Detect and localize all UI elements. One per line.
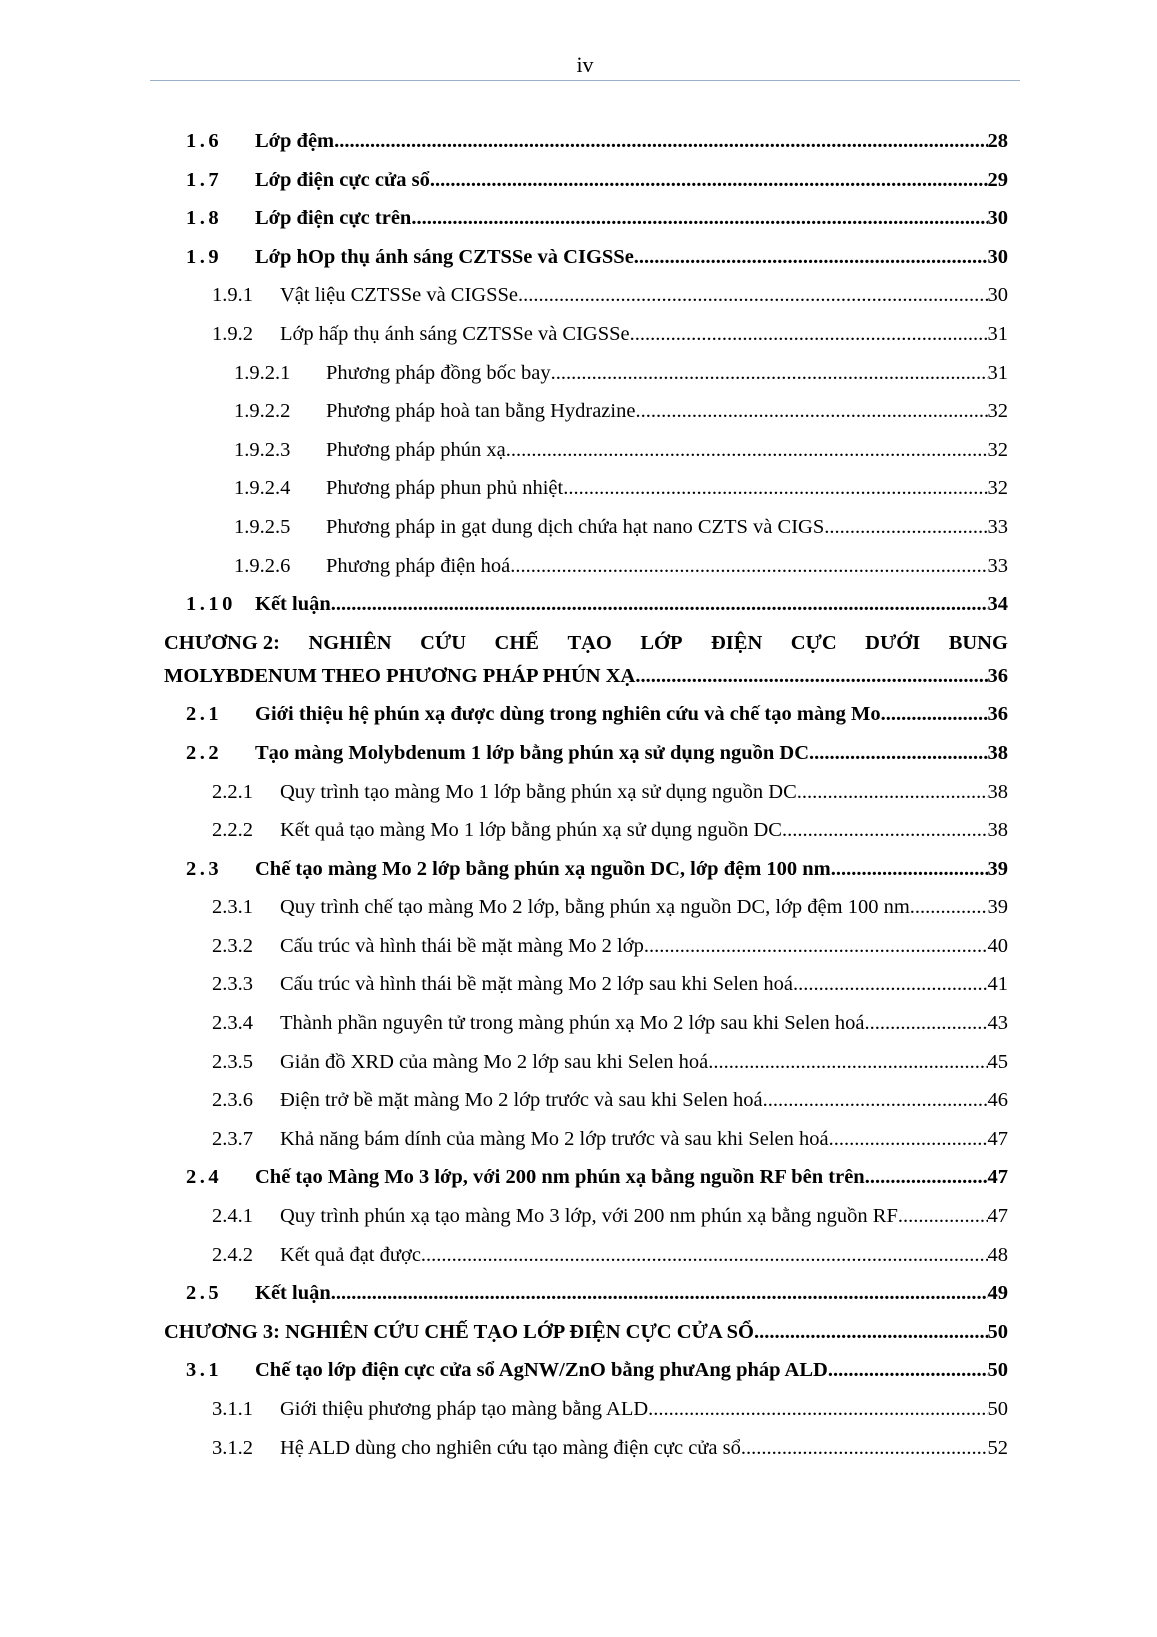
toc-entry-number: 2.3.1 xyxy=(212,896,253,919)
toc-entry-number: 1.8 xyxy=(186,207,223,230)
toc-entry-page: 30 xyxy=(987,284,1008,307)
chapter-2-word: TẠO xyxy=(567,631,612,654)
toc-entry-2-3-2[interactable] xyxy=(164,935,1008,974)
toc-entry-number: 3.1.2 xyxy=(212,1436,253,1459)
toc-entry-page: 33 xyxy=(987,554,1008,577)
toc-entry-1-9-1[interactable] xyxy=(164,284,1008,323)
toc-entry-number: 2.3.3 xyxy=(212,973,253,996)
chapter-2-word: LỚP xyxy=(640,631,683,654)
toc-entry-title: Quy trình tạo màng Mo 1 lớp bằng phún xạ sử dụng nguồn DC xyxy=(280,780,797,803)
toc-entry-number: 1.9 xyxy=(186,245,223,268)
toc-entry-1-9-2-3[interactable] xyxy=(164,439,1008,478)
toc-entry-title: Phương pháp đồng bốc bay xyxy=(326,361,551,384)
toc-entry-page: 45 xyxy=(987,1050,1008,1073)
dot-leader xyxy=(506,439,988,462)
toc-entry-1-6[interactable] xyxy=(164,130,1008,169)
toc-entry-title: Giới thiệu hệ phún xạ được dùng trong nghiên cứu và chế tạo màng Mo xyxy=(255,703,881,726)
toc-chapter-3[interactable] xyxy=(164,1321,1008,1360)
toc-entry-page: 36 xyxy=(987,703,1008,726)
toc-entry-page: 36 xyxy=(987,664,1008,687)
dot-leader xyxy=(782,819,988,842)
toc-entry-1-7[interactable] xyxy=(164,169,1008,208)
toc-entry-title: Kết luận xyxy=(255,593,331,616)
dot-leader xyxy=(635,400,987,423)
toc-entry-page: 50 xyxy=(987,1398,1008,1420)
page-number: iv xyxy=(576,52,594,77)
toc-entry-page: 33 xyxy=(987,515,1008,538)
toc-entry-number: 2.3.7 xyxy=(212,1127,253,1150)
dot-leader xyxy=(898,1205,988,1228)
dot-leader xyxy=(824,516,987,539)
toc-entry-2-3-5[interactable] xyxy=(164,1051,1008,1090)
toc-entry-number: 3.1 xyxy=(186,1359,223,1382)
toc-entry-page: 34 xyxy=(987,593,1008,616)
toc-entry-number: 2.3.4 xyxy=(212,1012,253,1035)
toc-entry-page: 40 xyxy=(987,934,1008,957)
toc-entry-title: Giới thiệu phương pháp tạo màng bằng ALD xyxy=(280,1398,649,1420)
dot-leader xyxy=(644,935,988,958)
toc-entry-1-9-2-2[interactable] xyxy=(164,400,1008,439)
toc-entry-page: 47 xyxy=(987,1205,1008,1228)
toc-entry-1-9[interactable] xyxy=(164,246,1008,285)
toc-entry-number: 1.10 xyxy=(186,593,236,616)
table-of-contents xyxy=(164,130,1008,1475)
toc-entry-number: 1.9.2.6 xyxy=(234,554,291,577)
toc-entry-page: 38 xyxy=(987,741,1008,764)
dot-leader xyxy=(563,477,987,500)
toc-entry-2-2[interactable] xyxy=(164,742,1008,781)
toc-entry-1-9-2-1[interactable] xyxy=(164,362,1008,401)
chapter-2-word: CỨU xyxy=(420,631,467,654)
toc-entry-number: 2.3.5 xyxy=(212,1050,253,1073)
toc-entry-2-4-2[interactable] xyxy=(164,1244,1008,1283)
toc-entry-number: 2.2.1 xyxy=(212,780,253,803)
toc-entry-page: 38 xyxy=(987,780,1008,803)
toc-entry-number: 1.6 xyxy=(186,130,223,152)
toc-entry-title: Chế tạo màng Mo 2 lớp bằng phún xạ nguồn DC, lớp đệm 100 nm xyxy=(255,857,831,880)
toc-entry-number: 1.9.2.4 xyxy=(234,477,291,500)
toc-entry-2-3-7[interactable] xyxy=(164,1128,1008,1167)
dot-leader xyxy=(910,896,988,919)
toc-entry-title: Quy trình chế tạo màng Mo 2 lớp, bằng phún xạ nguồn DC, lớp đệm 100 nm xyxy=(280,896,910,919)
toc-entry-number: 2.4 xyxy=(186,1166,223,1189)
toc-entry-1-9-2-6[interactable] xyxy=(164,555,1008,594)
dot-leader xyxy=(763,1089,988,1112)
toc-entry-page: 32 xyxy=(987,477,1008,500)
toc-entry-number: 3.1.1 xyxy=(212,1398,253,1420)
toc-entry-page: 30 xyxy=(987,207,1008,230)
chapter-2-word: DƯỚI xyxy=(865,631,921,654)
toc-entry-title: Cấu trúc và hình thái bề mặt màng Mo 2 lớp sau khi Selen hoá xyxy=(280,973,793,996)
toc-entry-page: 32 xyxy=(987,438,1008,461)
toc-entry-title: Cấu trúc và hình thái bề mặt màng Mo 2 lớp xyxy=(280,934,644,957)
dot-leader xyxy=(630,323,988,346)
toc-entry-page: 47 xyxy=(987,1127,1008,1150)
dot-leader xyxy=(828,1359,988,1382)
dot-leader xyxy=(510,555,987,578)
toc-entry-title: Khả năng bám dính của màng Mo 2 lớp trước và sau khi Selen hoá xyxy=(280,1127,829,1150)
toc-entry-title: Lớp điện cực cửa sổ xyxy=(255,168,430,191)
toc-entry-title: Lớp hОp thụ ánh sáng CZTSSe và CIGSSe xyxy=(255,245,634,268)
toc-entry-page: 30 xyxy=(987,245,1008,268)
chapter-2-word: ĐIỆN xyxy=(711,631,763,654)
toc-entry-page: 47 xyxy=(987,1166,1008,1189)
toc-entry-2-3[interactable] xyxy=(164,858,1008,897)
toc-entry-2-5[interactable] xyxy=(164,1282,1008,1321)
toc-entry-2-4-1[interactable] xyxy=(164,1205,1008,1244)
toc-entry-page: 46 xyxy=(987,1089,1008,1112)
toc-entry-title: Kết luận xyxy=(255,1282,331,1305)
toc-entry-2-3-6[interactable] xyxy=(164,1089,1008,1128)
toc-entry-2-4[interactable] xyxy=(164,1166,1008,1205)
header-rule xyxy=(150,80,1020,81)
toc-entry-title: Lớp điện cực trên xyxy=(255,207,412,230)
dot-leader xyxy=(411,207,987,230)
toc-entry-page: 52 xyxy=(987,1436,1008,1459)
chapter-2-word: CHƯƠNG 2: xyxy=(164,631,280,654)
toc-entry-number: 2.2 xyxy=(186,741,223,764)
toc-entry-title: Thành phần nguyên tử trong màng phún xạ Mo 2 lớp sau khi Selen hoá xyxy=(280,1012,865,1035)
toc-entry-3-1-2[interactable] xyxy=(164,1437,1008,1476)
toc-entry-title: Phương pháp phun phủ nhiệt xyxy=(326,477,564,500)
toc-entry-number: 2.4.1 xyxy=(212,1205,253,1228)
toc-entry-page: 48 xyxy=(987,1243,1008,1266)
toc-entry-title: Giản đồ XRD của màng Mo 2 lớp sau khi Selen hoá xyxy=(280,1050,709,1073)
chapter-2-title-continued: MOLYBDENUM THEO PHƯƠNG PHÁP PHÚN XẠ xyxy=(164,664,636,687)
page-header xyxy=(150,0,1020,80)
toc-entry-number: 2.1 xyxy=(186,703,223,726)
toc-entry-title: Phương pháp điện hoá xyxy=(326,554,511,577)
toc-entry-title: Hệ ALD dùng cho nghiên cứu tạo màng điện cực cửa sổ xyxy=(280,1436,741,1459)
toc-chapter-2[interactable] xyxy=(164,632,1008,704)
chapter-2-word: BUNG xyxy=(948,631,1008,654)
toc-entry-number: 1.9.2 xyxy=(212,322,253,345)
toc-entry-title: Phương pháp hoà tan bằng Hydrazine xyxy=(326,400,636,423)
chapter-2-line-2 xyxy=(164,665,1008,704)
toc-entry-title: Vật liệu CZTSSe và CIGSSe xyxy=(280,284,519,307)
dot-leader xyxy=(797,781,988,804)
toc-entry-page: 39 xyxy=(987,896,1008,919)
chapter-2-word: NGHIÊN xyxy=(308,631,392,654)
toc-entry-title: Chế tạo Màng Mo 3 lớp, với 200 nm phún xạ bằng nguồn RF bên trên xyxy=(255,1166,865,1189)
toc-entry-page: 28 xyxy=(987,130,1008,152)
toc-entry-1-9-2[interactable] xyxy=(164,323,1008,362)
toc-entry-number: 2.3 xyxy=(186,857,223,880)
dot-leader xyxy=(334,130,987,153)
toc-entry-2-3-4[interactable] xyxy=(164,1012,1008,1051)
toc-entry-title: Phương pháp in gạt dung dịch chứa hạt nano CZTS và CIGS xyxy=(326,515,825,538)
toc-entry-number: 1.9.1 xyxy=(212,284,253,307)
dot-leader xyxy=(829,1128,988,1151)
dot-leader xyxy=(430,169,988,192)
toc-entry-number: 2.4.2 xyxy=(212,1243,253,1266)
toc-entry-1-9-2-5[interactable] xyxy=(164,516,1008,555)
dot-leader xyxy=(741,1437,988,1460)
dot-leader xyxy=(331,593,988,616)
toc-entry-page: 32 xyxy=(987,400,1008,423)
chapter-2-line-1 xyxy=(164,632,1008,665)
toc-entry-page: 39 xyxy=(987,857,1008,880)
toc-entry-page: 41 xyxy=(987,973,1008,996)
dot-leader xyxy=(831,858,988,881)
toc-entry-2-3-1[interactable] xyxy=(164,896,1008,935)
toc-entry-2-2-1[interactable] xyxy=(164,781,1008,820)
toc-entry-3-1[interactable] xyxy=(164,1359,1008,1398)
toc-entry-1-8[interactable] xyxy=(164,207,1008,246)
toc-entry-title: Lớp đệm xyxy=(255,130,335,152)
toc-entry-2-2-2[interactable] xyxy=(164,819,1008,858)
toc-entry-page: 31 xyxy=(987,361,1008,384)
toc-entry-number: 1.7 xyxy=(186,168,223,191)
toc-entry-title: Điện trở bề mặt màng Mo 2 lớp trước và sau khi Selen hoá xyxy=(280,1089,763,1112)
toc-entry-2-1[interactable] xyxy=(164,703,1008,742)
toc-entry-title: Quy trình phún xạ tạo màng Mo 3 lớp, với 200 nm phún xạ bằng nguồn RF xyxy=(280,1205,898,1228)
toc-entry-page: 50 xyxy=(987,1359,1008,1382)
dot-leader xyxy=(864,1012,987,1035)
dot-leader xyxy=(635,665,987,688)
toc-entry-number: 1.9.2.2 xyxy=(234,400,291,423)
toc-entry-number: 1.9.2.3 xyxy=(234,438,291,461)
chapter-2-word: CỰC xyxy=(790,631,837,654)
toc-entry-title: Kết quả đạt được xyxy=(280,1243,421,1266)
toc-entry-number: 2.3.6 xyxy=(212,1089,253,1112)
toc-entry-page: 50 xyxy=(987,1320,1008,1343)
toc-entry-title: Chế tạo lớp điện cực cửa sổ AgNW/ZnO bằng phưAng pháp ALD xyxy=(255,1359,828,1382)
toc-entry-page: 38 xyxy=(987,819,1008,842)
dot-leader xyxy=(793,973,988,996)
toc-entry-number: 2.2.2 xyxy=(212,819,253,842)
toc-entry-number: 1.9.2.5 xyxy=(234,515,291,538)
toc-entry-title: Lớp hấp thụ ánh sáng CZTSSe và CIGSSe xyxy=(280,322,630,345)
dot-leader xyxy=(634,246,988,269)
toc-entry-number: 1.9.2.1 xyxy=(234,361,291,384)
dot-leader xyxy=(331,1282,988,1305)
toc-entry-3-1-1[interactable] xyxy=(164,1398,1008,1437)
toc-entry-number: 2.3.2 xyxy=(212,934,253,957)
toc-entry-2-3-3[interactable] xyxy=(164,973,1008,1012)
dot-leader xyxy=(754,1321,988,1344)
dot-leader xyxy=(708,1051,987,1074)
toc-entry-title: Phương pháp phún xạ xyxy=(326,438,506,461)
dot-leader xyxy=(551,362,988,385)
dot-leader xyxy=(865,1166,988,1189)
dot-leader xyxy=(648,1398,987,1421)
chapter-2-word: CHẾ xyxy=(494,631,539,654)
chapter-3-title: CHƯƠNG 3: NGHIÊN CỨU CHẾ TẠO LỚP ĐIỆN CỰC CỬA SỔ xyxy=(164,1320,754,1343)
toc-entry-title: Kết quả tạo màng Mo 1 lớp bằng phún xạ sử dụng nguồn DC xyxy=(280,819,782,842)
toc-entry-number: 2.5 xyxy=(186,1282,223,1305)
toc-entry-1-9-2-4[interactable] xyxy=(164,477,1008,516)
toc-entry-page: 43 xyxy=(987,1012,1008,1035)
dot-leader xyxy=(421,1244,988,1267)
toc-entry-title: Tạo màng Molybdenum 1 lớp bằng phún xạ sử dụng nguồn DC xyxy=(255,741,810,764)
toc-entry-page: 31 xyxy=(987,322,1008,345)
dot-leader xyxy=(881,703,988,726)
dot-leader xyxy=(809,742,987,765)
toc-entry-1-10[interactable] xyxy=(164,593,1008,632)
toc-entry-page: 49 xyxy=(987,1282,1008,1305)
dot-leader xyxy=(518,284,987,307)
toc-entry-page: 29 xyxy=(987,168,1008,191)
